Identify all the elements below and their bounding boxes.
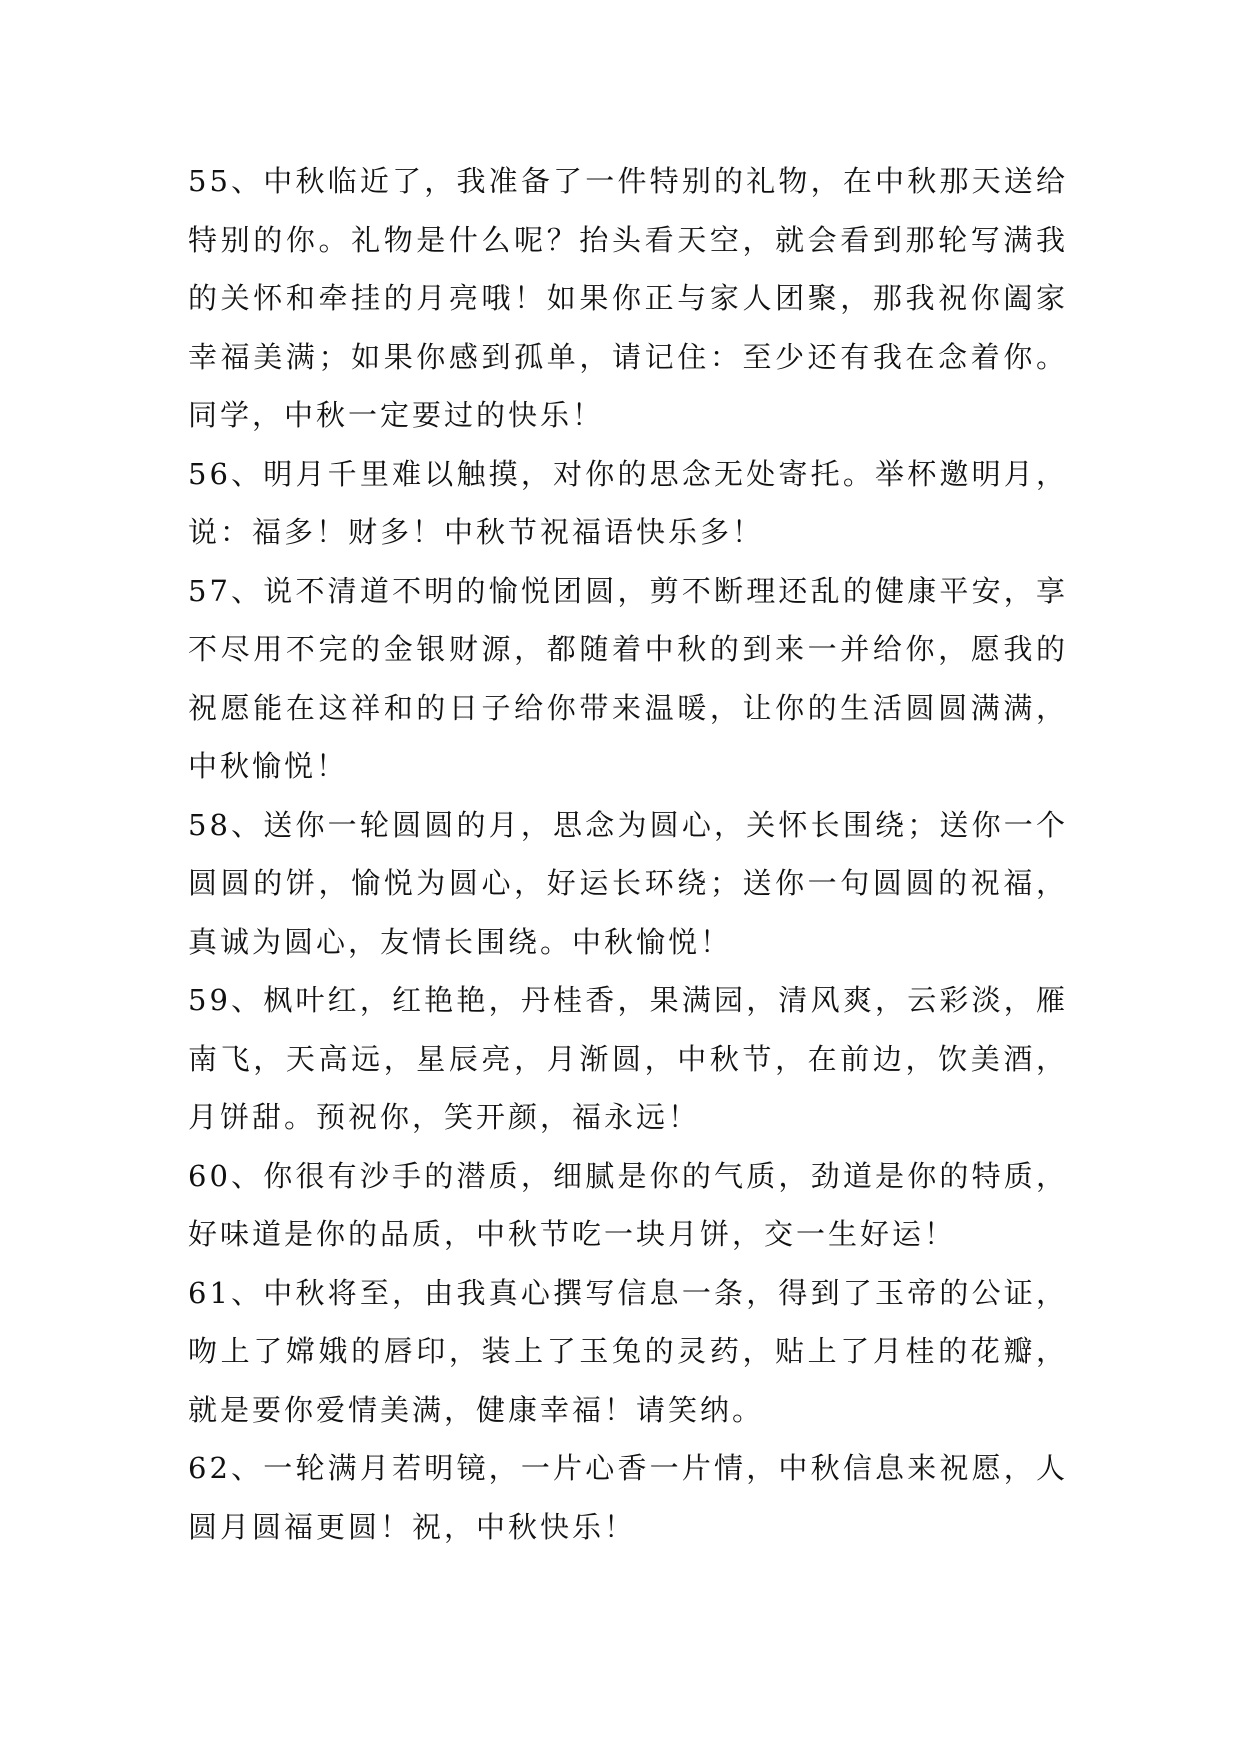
paragraph-58: 58、送你一轮圆圆的月，思念为圆心，关怀长围绕；送你一个圆圆的饼，愉悦为圆心，好运长环绕；送你一句圆圆的祝福，真诚为圆心，友情长围绕。中秋愉悦！ [188,807,1068,959]
paragraph-56: 56、明月千里难以触摸，对你的思念无处寄托。举杯邀明月，说：福多！财多！中秋节祝福语快乐多！ [188,456,1068,549]
document-body [188,152,1068,1556]
paragraph-55: 55、中秋临近了，我准备了一件特别的礼物，在中秋那天送给特别的你。礼物是什么呢？抬头看天空，就会看到那轮写满我的关怀和牵挂的月亮哦！如果你正与家人团聚，那我祝你阖家幸福美满；如果你感到孤单，请记住：至少还有我在念着你。同学，中秋一定要过的快乐！ [188,164,1068,432]
paragraph-61: 61、中秋将至，由我真心撰写信息一条，得到了玉帝的公证，吻上了嫦娥的唇印，装上了玉兔的灵药，贴上了月桂的花瓣，就是要你爱情美满，健康幸福！请笑纳。 [188,1275,1068,1427]
paragraph-57: 57、说不清道不明的愉悦团圆，剪不断理还乱的健康平安，享不尽用不完的金银财源，都随着中秋的到来一并给你，愿我的祝愿能在这祥和的日子给你带来温暖，让你的生活圆圆满满，中秋愉悦！ [188,573,1068,783]
paragraph-62: 62、一轮满月若明镜，一片心香一片情，中秋信息来祝愿，人圆月圆福更圆！祝，中秋快乐！ [188,1451,1068,1544]
paragraph-60: 60、你很有沙手的潜质，细腻是你的气质，劲道是你的特质，好味道是你的品质，中秋节吃一块月饼，交一生好运！ [188,1158,1068,1251]
paragraph-59: 59、枫叶红，红艳艳，丹桂香，果满园，清风爽，云彩淡，雁南飞，天高远，星辰亮，月渐圆，中秋节，在前边，饮美酒，月饼甜。预祝你，笑开颜，福永远！ [188,983,1068,1134]
